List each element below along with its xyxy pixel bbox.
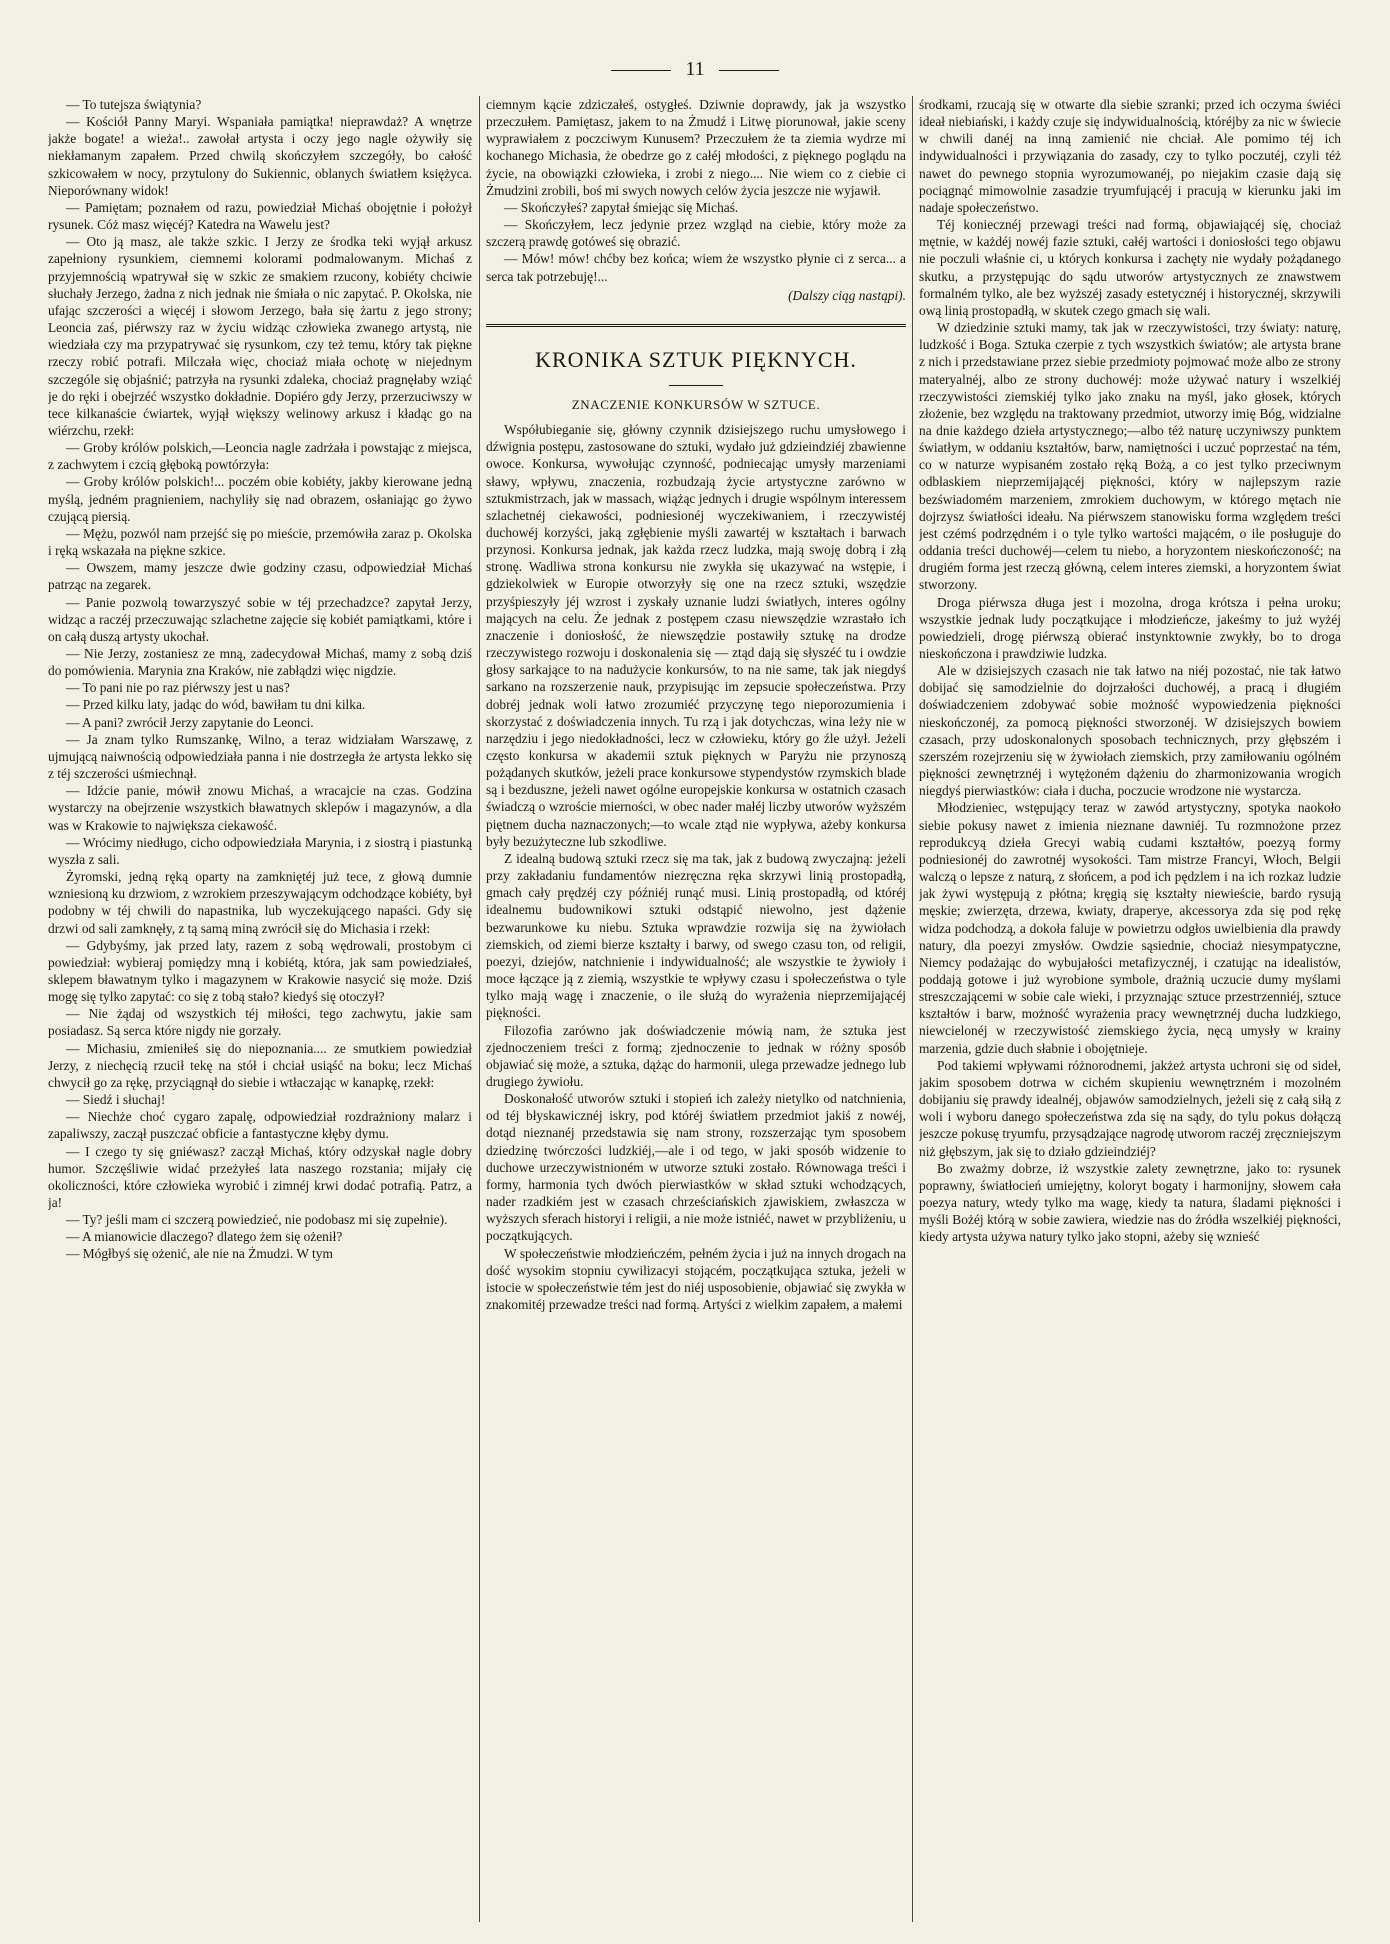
paragraph: — Skończyłem, lecz jedynie przez wzgląd na ciebie, który może za szczerą prawdę gotóweś się obrazić. — [486, 217, 906, 250]
paragraph: Współubieganie się, główny czynnik dzisiejszego ruchu umysłowego i dźwignia postępu, zastosowane do sztuki, wydało już gdzieindziéj zbawienne owoce. Konkursa, wywołując czynność, podniecając umysły marzeniami sławy, wpływu, znaczenia, rozbudzają życie artystyczne zarówno w sztukmistrzach, jak w massach, wiążąc jednych i drugie wspólnym interessem szlachetnéj ciekawości, podniesionéj wyczekiwaniem, i rzeczywistéj duchowéj korzyści, jaką zgłębienie myśli zawartéj w kształtach i barwach przynosi. Konkursa jednak, jak każda rzecz ludzka, mają swoję dobrą i złą stronę. Wadliwa strona konkursu nie zwykła się ukazywać na wstępie, i gdziekolwiek w Europie otworzyły się one na rzecz sztuki, wszędzie przyśpieszyły jéj wzrost i zyskały uznanie ludzi światłych, interes ogólny mających na celu. Że jednak z postępem czasu niewszędzie wzrastało ich znaczenie i doniosłość, że niewszędzie postawiły sztukę na drodze rzeczywistego rozwoju i doskonalenia się — ztąd dają się słyszéć tu i owdzie głosy sarkające to na nadużycie konkursów, to na nie same, tak jak niegdyś sarkano na rozszerzenie nauk, przypisując im zepsucie społeczeństwa. Przy dobréj jednak woli łatwo zrozumiéć przyczynę tego nieporozumienia i skorzystać z doświadczenia innych. Tu rzą i jak dotychczas, wina leży nie w narzędziu i jego niedokładności, lecz w człowieku, który go źle użył. Jeżeli często konkursa w akademii sztuk pięknych w Paryżu nie przynoszą pożądanych skutków, jeżeli prace konkursowe stypendystów rzymskich blade są i bezduszne, jeżeli nawet ogólne europejskie konkursa w ostatnich czasach świadczą o wzroście mierności, w obec nader małéj liczby utworów wyższém piętnem ducha naznaczonych;—to wcale ztąd nie wypływa, ażeby konkursa były bezużyteczne lub szkodliwe. — [486, 422, 906, 849]
column-divider — [479, 96, 480, 1922]
column-divider — [912, 96, 913, 1922]
paragraph: Z idealną budową sztuki rzecz się ma tak, jak z budową zwyczajną: jeżeli przy zakładaniu fundamentów niezręczna ręka skrzywi linią prostopadłą, gmach cały prędzéj czy późniéj runąć musi. Linią prostopadłą, od któréj idealnemu budownikowi sztuki odstąpić niewolno, jest dążenie bezwarunkowe ku niebu. Sztuka wprawdzie rozwija się na żywiołach ziemskich, od ziemi bierze kształty i barwy, od swego czasu ton, od religii, poezyi, dziejów, natchnienie i indywidualność; ale wszystkie te żywioły i moce łączące ją z ziemią, wszystkie te wpływy czasu i społeczeństwa o tyle tylko mają wagę i znaczenie, o ile służą do wyrażenia nieprzemijającéj piękności. — [486, 850, 906, 1021]
paragraph: Żyromski, jedną ręką oparty na zamkniętéj już tece, z głową dumnie wzniesioną ku drzwiom, z wzrokiem przeszywającym odchodzące kobiéty, był podobny w téj chwili do napastnika, lub wyczekującego napaści. Gdy się drzwi od sali zamknęły, z tą samą miną zwrócił się do Michasia i rzekł: — [48, 869, 472, 936]
paragraph: — Panie pozwolą towarzyszyć sobie w téj przechadzce? zapytał Jerzy, widząc a raczéj przeczuwając szlachetne zajęcie się kobiét pamiątkami, które i on całą duszą artysty ukochał. — [48, 594, 472, 644]
paragraph: — Wrócimy niedługo, cicho odpowiedziała Marynia, i z siostrą i piastunką wyszła z sali. — [48, 834, 472, 867]
paragraph: Ale w dzisiejszych czasach nie tak łatwo na niéj pozostać, nie tak łatwo dobijać się samodzielnie do dojrzałości duchowéj, a pracą i długiém doświadczeniem zdobywać sobie możność wypowiedzenia piękności nieskończonéj, za pomocą piękności stworzonéj. W dzisiejszych bowiem czasach, przy udoskonalonych sposobach technicznych, przy głębszém i szerszém rozejrzeniu się w żywiołach ziemskich, przy zamiłowaniu ogólném piękności zewnętrznéj i wytężoném dążeniu do zharmonizowania wrogich niegdyś pierwiastków: ciała i ducha, poczucie wrodzone nie wystarcza. — [919, 663, 1341, 799]
paragraph: Bo zważmy dobrze, iż wszystkie zalety zewnętrzne, jako to: rysunek poprawny, światłocień umiejętny, koloryt bogaty i harmonijny, słowem cała poezya natury, wtedy tylko ma wagę, kiedy ta natura, śladami piękności i myśli Bożéj którą w sobie zawiera, wiedzie nas do źródła wszelkiéj piękności, kiedy artysta używa natury tylko jako stopni, ażeby się wznieść — [919, 1160, 1341, 1245]
section-divider — [486, 324, 906, 327]
paragraph: — Pamiętam; poznałem od razu, powiedział Michaś obojętnie i położył rysunek. Cóż masz więcéj? Katedra na Wawelu jest? — [48, 199, 472, 233]
paragraph: — A mianowicie dlaczego? dlatego żem się ożenił? — [66, 1229, 343, 1245]
paragraph: — Niechże choć cygaro zapalę, odpowiedział rozdrażniony malarz i zapaliwszy, zaczął puszczać obficie a fantastyczne kłęby dymu. — [48, 1109, 472, 1142]
paragraph: Pod takiemi wpływami różnorodnemi, jakżeż artysta uchroni się od sideł, jakim sposobem dotrwa w cichém skupieniu wewnętrzném i mozolném dobijaniu się prawdy idealnéj, objawów samodzielnych, jeżeli się z całą siłą z woli i wyboru danego społeczeństwa zda się na sądy, do tylu pokus dołączą jeszcze pokusę tryumfu, przysądzające nagrodę utworom raczéj zręczniejszym niż głębszym, jak się to działo gdzieindziéj? — [919, 1057, 1341, 1159]
section-title: KRONIKA SZTUK PIĘKNYCH. — [535, 346, 857, 372]
column-1 — [48, 96, 472, 1926]
paragraph: — Siedź i słuchaj! — [66, 1092, 166, 1108]
paragraph: — To pani nie po raz piérwszy jest u nas? — [66, 680, 290, 696]
paragraph: Doskonałość utworów sztuki i stopień ich zależy nietylko od natchnienia, od téj błyskawicznéj iskry, pod któréj światłem przedmiot jakiś z nowéj, dotąd nieznanéj przedstawia się nam strony, rozszerzając tym sposobem dziedzinę twórczości ludzkiéj,—ale i od tego, w jaki sposób widzenie to duchowe urzeczywistnioném w utworze sztuki zostało. Równowaga treści i formy, harmonia tych dwóch pierwiastków w skład sztuki wchodzących, nader rzadkiém jest w czasach chrześciańskich zjawiskiem, zwłaszcza w wyższych sferach historyi i religii, a nie może istniéć, nawet w przybliżeniu, u początkujących. — [486, 1091, 906, 1244]
paragraph: W społeczeństwie młodzieńczém, pełném życia i już na innych drogach na dość wysokim stopniu cywilizacyi stojącém, początkująca sztuka, jeżeli w istocie w społeczeństwie tém jest do niéj usposobienie, objawiać się zwykła w znakomitéj przewadze treści nad formą. Artyści z wielkim zapałem, a małemi — [486, 1245, 906, 1312]
column-3 — [919, 96, 1341, 1926]
paragraph: — Kościół Panny Maryi. Wspaniała pamiątka! nieprawdaż? A wnętrze jakże bogate! a wieża!.. zawołał artysta i oczy jego nagle ożywiły się niekłamanym zapałem. Przed chwilą skończyłem szczegóły, bo całość szkicowałem w nocy, przytulony do Sukiennic, oblanych światłem księżyca. Nieporównany widok! — [48, 114, 472, 198]
paragraph: — Groby królów polskich,—Leoncia nagle zadrżała i powstając z miejsca, z zachwytem i czcią głęboką powtórzyła: — [48, 440, 472, 473]
paragraph: — Skończyłeś? zapytał śmiejąc się Michaś. — [504, 199, 739, 215]
paragraph: — Michasiu, zmieniłeś się do niepoznania.... ze smutkiem powiedział Jerzy, z niechęcią rzucił tekę na stół i chciał usiąść na boku; lecz Michaś chwycił go za rękę, przyciągnął do siebie i wtłaczając w kanapkę, rzekł: — [48, 1040, 472, 1090]
paragraph: — To tutejsza świątynia? — [66, 97, 202, 112]
title-rule — [669, 385, 723, 386]
paragraph: — Gdybyśmy, jak przed laty, razem z sobą wędrowali, prostobym ci powiedział: wybieraj pomiędzy mną i kobiétą, która, jak sam powiedziałeś, sklepem bławatnym tylko i magazynem w Krakowie nasycić się może. Dziś mogę się tylko zapytać: co się z tobą stało? kiedyś się otoczył? — [48, 937, 472, 1005]
paragraph: — Mężu, pozwól nam przejść się po mieście, przemówiła zaraz p. Okolska i ręką wskazała na piękne szkice. — [48, 525, 472, 559]
paragraph: — Ty? jeśli mam ci szczerą powiedzieć, nie podobasz mi się zupełnie). — [66, 1212, 448, 1228]
paragraph: — Mógłbyś się ożenić, ale nie na Żmudzi. W tym — [66, 1246, 333, 1262]
paragraph: ciemnym kącie zdziczałeś, ostygłeś. Dziwnie doprawdy, jak ja wszystko przeczułem. Pamiętasz, jakem to na Żmudź i Litwę piorunował, jakie sceny wyprawiałem z poczciwym Kunusem? Przeczułem że ta ziemia wydrze mi kochanego Michasia, że obedrze go z całéj młodości, z pięknego poglądu na życie, na obowiązki człowieka, i zrobi z niego.... Nie wiem co z ciebie ci Żmudzini zrobili, boś mi swych nowych celów życia jeszcze nie wyjawił. — [486, 97, 906, 198]
page-number-header — [0, 58, 1390, 80]
paragraph: — Owszem, mamy jeszcze dwie godziny czasu, odpowiedział Michaś patrząc na zegarek. — [48, 560, 472, 593]
paragraph: — Idźcie panie, mówił znowu Michaś, a wracajcie na czas. Godzina wystarczy na obejrzenie wszystkich bławatnych sklepów i magazynów, a dla was w Krakowie to największa ciekawość. — [48, 783, 472, 833]
article-title: ZNACZENIE KONKURSÓW W SZTUCE. — [571, 396, 821, 412]
header-rule-right — [719, 70, 779, 71]
paragraph: — Nie żądaj od wszystkich téj miłości, tego zachwytu, jakie sam posiadasz. Są serca które nigdy nie gorzały. — [48, 1006, 472, 1039]
paragraph: — Mów! mów! chćby bez końca; wiem że wszystko płynie ci z serca... a serca tak potrzebuję!... — [486, 251, 906, 284]
paragraph: Téj koniecznéj przewagi treści nad formą, objawiającéj się, chociaż mętnie, w każdéj nowéj fazie sztuki, całéj wartości i doniosłości tego objawu nie poczuli właśnie ci, u których konkursa i zachęty nie wydały pożądanego skutku, a przystępując do sądu utworów artystycznych ze znawstwem formalném tylko, ale bez wyższéj zasady estetycznéj i historycznéj, skrzywili ową linią prostopadłą, w skutek czego gmach się wali. — [919, 217, 1341, 318]
paragraph: — Oto ją masz, ale także szkic. I Jerzy ze środka teki wyjął arkusz zapełniony rysunkiem, ciemnemi kolorami podmalowanym. Michaś z przyjemnością wpatrywał się w szkic ze smakiem rzucony, kobiéty chciwie słuchały Jerzego, żadna z nich jednak nie śmiała o nic zapytać. P. Okolska, nie ufając szczerości a więcéj i słowom Jerzego, bała się żartu z jego strony; Leoncia zaś, piérwszy raz w życiu widząc człowieka zwanego artystą, nie wiedziała czy ma przypatrywać się rysunkom, czy też temu, który tak piękne rzeczy robić potrafi. Milczała więc, chociaż miała ochotę w niejednym szczególe się objaśnić; patrzyła na rysunki zdaleka, chociaż pragnęłaby wziąć je do ręki i obejrzéć wszystko dokładnie. Dopiéro gdy Jerzy, przerzuciwszy w tece kilkanaście ćwiartek, wyjął większy welinowy arkusz i kładąc go na wiérzchu, rzekł: — [48, 234, 472, 438]
paragraph: — Groby królów polskich!... poczém obie kobiéty, jakby kierowane jedną myślą, jedném pragnieniem, nachyliły się nad obrazem, osłaniając go żywo czującą piersią. — [48, 474, 472, 524]
column-2 — [486, 96, 906, 1926]
continued-note: (Dalszy ciąg nastąpi). — [788, 287, 906, 303]
paragraph: Młodzieniec, wstępujący teraz w zawód artystyczny, spotyka naokoło siebie pokusy nawet z imienia nieznane dawniéj. Tu rozmnożone przez reprodukcyą dzieła Grecyi wabią cudami kształtów, poezyą formy podniesionéj do zawrotnéj wysokości. Tam mistrze Francyi, Włoch, Belgii walczą o lepsze z naturą, z słońcem, a pod ich pędzlem i na ich rozkaz ludzie jak żywi występują z płótna; kręgią się kształty niewieście, bardo rysują męskie; zwierzęta, drzewa, kwiaty, draperye, akcessorya zda się pod rękę widza podchodzą, a dokoła faluje w powietrzu odgłos uwielbienia dla prawdy natury, dla poezyi zmysłów. Owdzie sąsiednie, chociaż niesympatyczne, Niemcy podażając do wybujałości metafizycznéj, i czatując na idealistów, poddają gotowe i już wyrobione symbole, drażnią uczucie dumy myślami streszczającemi w sobie cale wieki, i przyznając sztuce przestrzenniéj, sztuce kształtów i barw, możność wyrażenia pracy wewnętrznéj ducha ludzkiego, niewcielonéj w rzeczywistość ziemskiego życia, nęcą umysły w krainy marzenia, gdzie duch słabnie i obojętnieje. — [919, 800, 1341, 1056]
header-rule-left — [611, 70, 671, 71]
paragraph: — Ja znam tylko Rumszankę, Wilno, a teraz widziałam Warszawę, z ujmującą naiwnością odpowiedziała panna i nie dostrzegła że artysta lekko się z téj szczerości uśmiechnął. — [48, 731, 472, 782]
paragraph: Droga piérwsza długa jest i mozolna, droga krótsza i pełna uroku; wszystkie jednak ludy początkujące i młodzieńcze, jakeśmy to już wyżéj powiedzieli, drogę piérwszą obierać instynktownie zwykły, bo to droga nieskończona i prawdziwie ludzka. — [919, 594, 1341, 661]
page-number: 11 — [685, 58, 705, 80]
paragraph: — I czego ty się gniéwasz? zaczął Michaś, który odzyskał nagle dobry humor. Szczęśliwie widać przeżyłeś lata naszego rozstania; mijały cię okoliczności, które człowieka wyrobić i zimnéj krwi dodać potrafią. Patrz, a ja! — [48, 1143, 472, 1210]
paragraph: Filozofia zarówno jak doświadczenie mówią nam, że sztuka jest zjednoczeniem treści z formą; zjednoczenie to jednak w różny sposób objawiać się może, a sztuka, dążąc do harmonii, ulega przewadze jednego lub drugiego żywiołu. — [486, 1022, 906, 1089]
paragraph: środkami, rzucają się w otwarte dla siebie szranki; przed ich oczyma świéci ideał niebiański, i każdy czuje się indywidualnością, któréjby za nic w świecie w chwili danéj na inną zamienić nie chciał. Ale pomimo téj ich indywidualności i przywiązania do zasady, czy to tylko poczutéj, czyli téż nawet do pewnego stopnia wyrozumowanéj, po niejakim czasie dają się pociągnąć mimowolnie zasadzie tryumfującéj i pracują w kierunku jaki im nadaje społeczeństwo. — [919, 97, 1341, 215]
paragraph: — Przed kilku laty, jadąc do wód, bawiłam tu dni kilka. — [66, 697, 366, 713]
paragraph: — A pani? zwrócił Jerzy zapytanie do Leonci. — [66, 714, 314, 730]
paragraph: W dziedzinie sztuki mamy, tak jak w rzeczywistości, trzy światy: naturę, ludzkość i Boga. Sztuka czerpie z tych wszystkich światów; ale artysta brane z nich i przedstawiane przez siebie przedmioty pojmować może albo ze strony materyalnéj, albo ze strony duchowéj: może używać natury i wszelkiéj rzeczywistości ziemskiéj tylko jako znaku na myśl, jako głosek, których złożenie, bez względu na traktowany przedmiot, utworzy imię Bóg, widzialne na dnie każdego dzieła artystycznego;—albo téż naturę uczyniwszy punktem światłym, w oddaniu kształtów, barw, namiętności i uczuć poprzestać na tém, co w naturze wypisaném zostało ręką Bożą, a co jest tylko przeciwnym odblaskiem nieprzemijającéj piękności, który w najlepszym razie bezświadomém marzeniem, zmrokiem duchowym, w którego mętach nie dojrzysz światłości ideału. Na piérwszem stanowisku forma względem treści jest czémś podrzędném i o tyle tylko wartości mającém, o ile posługuje do oddania treści duchowéj—celem tu niebo, a horyzontem nieskończoność; na drugiém forma jest rzeczą główną, celem interes ziemski, a horyzontem świat stworzony. — [919, 320, 1341, 593]
paragraph: — Nie Jerzy, zostaniesz ze mną, zadecydował Michaś, mamy z sobą dziś do pomówienia. Marynia zna Kraków, nie zabłądzi więc nigdzie. — [48, 646, 472, 679]
